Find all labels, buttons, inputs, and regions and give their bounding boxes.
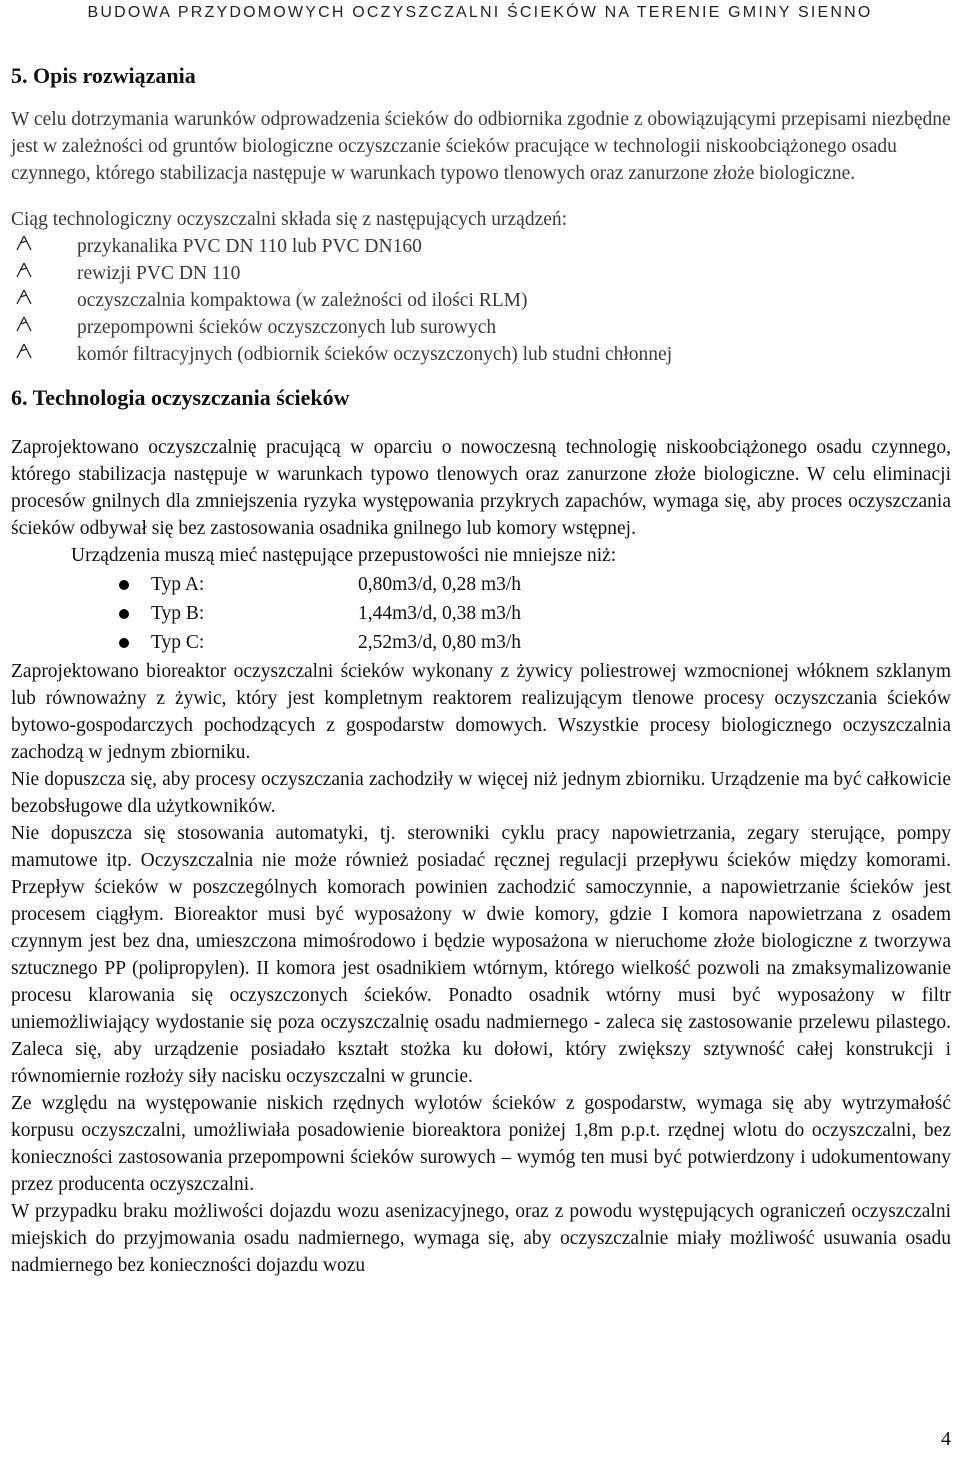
list-item bbox=[11, 571, 951, 600]
type-value: 0,80m3/d, 0,28 m3/h bbox=[358, 574, 522, 595]
list-item-text: komór filtracyjnych (odbiornik ścieków oczyszczonych) lub studni chłonnej bbox=[77, 344, 673, 365]
section-6-paragraph-4: Nie dopuszcza się stosowania automatyki, tj. sterowniki cyklu pracy napowietrzania, zegary sterujące, pompy mamutowe itp. Oczyszczalnia nie może również posiadać ręcznej regulacji przepływu ścieków między komorami. Przepływ ścieków w poszczególnych komorach powinien zachodzić samoczynnie, a napowietrzanie ścieków jest procesem ciągłym. Bioreaktor musi być wyposażony w dwie komory, gdzie I komora napowietrzana z osadem czynnym jest bez dna, umieszczona mimośrodowo i będzie wyposażona w nieruchome złoże biologiczne z tworzywa sztucznego PP (polipropylen). II komora jest osadnikiem wtórnym, którego wielkość pozwoli na zmaksymalizowanie procesu klarowania się oczyszczonych ścieków. Ponadto osadnik wtórny musi być wyposażony w filtr uniemożliwiający wydostanie się poza oczyszczalnię osadu nadmiernego - zaleca się zastosowanie przelewu pilastego. Zaleca się, aby urządzenie posiadało kształt stożka ku dołowi, który zwiększy sztywność całej konstrukcji i równomiernie rozłoży siły nacisku oczyszczalni w gruncie. bbox=[11, 823, 951, 1087]
bullet-dot-icon bbox=[119, 609, 129, 619]
bullet-dot-icon bbox=[119, 580, 129, 590]
hiker-symbol-icon bbox=[15, 234, 33, 252]
section-6-paragraph-3: Nie dopuszcza się, aby procesy oczyszczania zachodziły w więcej niż jednym zbiorniku. Urządzenie ma być całkowicie bezobsługowe dla użytkowników. bbox=[11, 769, 951, 817]
list-item bbox=[77, 260, 951, 287]
type-name: Typ A: bbox=[151, 574, 205, 595]
list-item bbox=[77, 233, 951, 260]
page-content bbox=[11, 62, 951, 1279]
section-6-paragraph-1: Zaprojektowano oczyszczalnię pracującą w oparciu o nowoczesną technologię niskoobciążonego osadu czynnego, którego stabilizacja następuje w warunkach typowo tlenowych oraz zanurzone złoże biologiczne. W celu eliminacji procesów gnilnych dla zmniejszenia ryzyka występowania przykrych zapachów, wymaga się, aby proces oczyszczania ścieków odbywał się bez zastosowania osadnika gnilnego lub komory wstępnej. bbox=[11, 437, 951, 539]
type-value: 2,52m3/d, 0,80 m3/h bbox=[358, 632, 522, 653]
list-item bbox=[11, 629, 951, 658]
list-item-text: przepompowni ścieków oczyszczonych lub surowych bbox=[77, 317, 497, 338]
throughput-list bbox=[11, 571, 951, 658]
type-name: Typ C: bbox=[151, 632, 205, 653]
hiker-symbol-icon bbox=[15, 261, 33, 279]
document-header: BUDOWA PRZYDOMOWYCH OCZYSZCZALNI ŚCIEKÓW NA TERENIE GMINY SIENNO bbox=[87, 4, 873, 21]
list-item bbox=[11, 600, 951, 629]
section-6-paragraph-6: W przypadku braku możliwości dojazdu wozu asenizacyjnego, oraz z powodu występujących ograniczeń oczyszczalni miejskich do przyjmowania osadu nadmiernego, wymaga się, aby oczyszczalnie miały możliwość usuwania osadu nadmiernego bez konieczności dojazdu wozu bbox=[11, 1201, 951, 1276]
list-item-text: oczyszczalnia kompaktowa (w zależności od ilości RLM) bbox=[77, 290, 528, 311]
list-item bbox=[77, 287, 951, 314]
device-list bbox=[11, 233, 951, 368]
bullet-dot-icon bbox=[119, 638, 129, 648]
section-6-paragraph-2: Zaprojektowano bioreaktor oczyszczalni ścieków wykonany z żywicy poliestrowej wzmocnionej włóknem szklanym lub równoważny z żywic, który jest kompletnym reaktorem realizującym tlenowe procesy oczyszczania ścieków bytowo-gospodarczych pochodzących z gospodarstw domowych. Wszystkie procesy biologicznego oczyszczalnia zachodzą w jednym zbiorniku. bbox=[11, 661, 951, 763]
list-item bbox=[77, 314, 951, 341]
page-number: 4 bbox=[941, 1428, 951, 1450]
list-item bbox=[77, 341, 951, 368]
hiker-symbol-icon bbox=[15, 315, 33, 333]
hiker-symbol-icon bbox=[15, 342, 33, 360]
type-value: 1,44m3/d, 0,38 m3/h bbox=[358, 603, 522, 624]
section-5-paragraph: W celu dotrzymania warunków odprowadzenia ścieków do odbiornika zgodnie z obowiązującymi przepisami niezbędne jest w zależności od gruntów biologiczne oczyszczanie ścieków pracujące w technologii niskoobciążonego osadu czynnego, którego stabilizacja następuje w warunkach typowo tlenowych oraz zanurzone złoże biologiczne. bbox=[11, 109, 951, 184]
section-6-heading: 6. Technologia oczyszczania ścieków bbox=[11, 385, 350, 410]
list-item-text: rewizji PVC DN 110 bbox=[77, 263, 241, 284]
list-item-text: przykanalika PVC DN 110 lub PVC DN160 bbox=[77, 236, 422, 257]
throughput-intro: Urządzenia muszą mieć następujące przepustowości nie mniejsze niż: bbox=[71, 545, 617, 566]
section-6-paragraph-5: Ze względu na występowanie niskich rzędnych wylotów ścieków z gospodarstw, wymaga się aby wytrzymałość korpusu oczyszczalni, umożliwiała posadowienie bioreaktora poniżej 1,8m p.p.t. rzędnej wlotu do oczyszczalni, bez konieczności zastosowania przepompowni ścieków surowych – wymóg ten musi być potwierdzony i udokumentowany przez producenta oczyszczalni. bbox=[11, 1093, 951, 1195]
hiker-symbol-icon bbox=[15, 288, 33, 306]
section-5-heading: 5. Opis rozwiązania bbox=[11, 63, 196, 88]
type-name: Typ B: bbox=[151, 603, 205, 624]
device-list-intro: Ciąg technologiczny oczyszczalni składa się z następujących urządzeń: bbox=[11, 209, 568, 230]
